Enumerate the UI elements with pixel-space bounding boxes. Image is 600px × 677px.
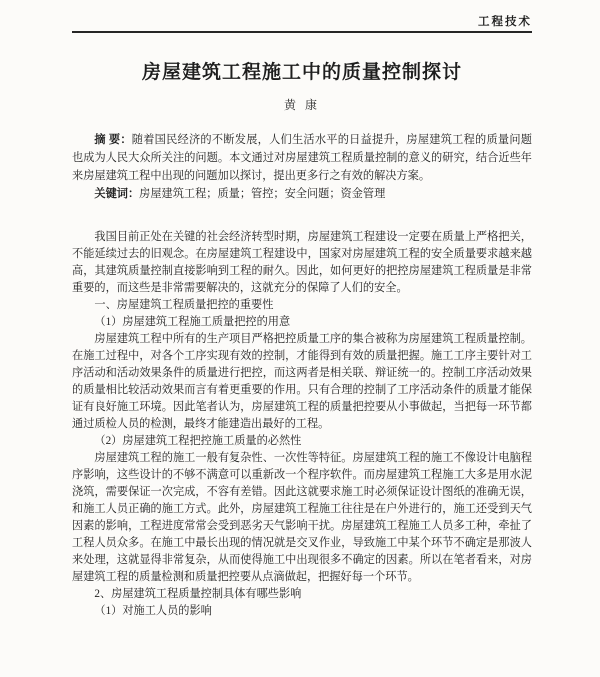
section-heading: 2、房屋建筑工程质量控制具体有哪些影响 (94, 588, 302, 600)
article-author: 黄 康 (283, 98, 320, 112)
journal-label: 工程技术 (478, 16, 532, 28)
body-paragraph: 房屋建筑工程的施工一般有复杂性、一次性等特征。房屋建筑工程的施工不像设计电脑程序影响，这些设计的不够不满意可以重新改一个程序软件。而房屋建筑工程施工大多是用水泥浇筑，需要保证一次完成，不容有差错。因此这就要求施工时必须保证设计图纸的准确无误，和施工人员正确的施工方式。此外，房屋建筑工程施工往往是在户外进行的，施工还受到天气因素的影响，工程进度常常会受到恶劣天气影响干扰。房屋建筑工程施工人员多工种，牵扯了工程人员众多。在施工中最长出现的情况就是交叉作业，导致施工中某个环节不确定是那波人来处理，这就显得非常复杂，从而使得施工中出现很多不确定的因素。所以在笔者看来，对房屋建筑工程的质量检测和质量把控要从点滴做起，把握好每一个环节。 (72, 452, 532, 583)
front-matter (72, 131, 532, 203)
subsection-heading: （1）房屋建筑工程施工质量把控的用意 (94, 316, 291, 328)
abstract-label: 摘 要： (94, 134, 132, 146)
section-heading: 一、房屋建筑工程质量把控的重要性 (94, 299, 274, 311)
keywords-label: 关键词： (94, 188, 140, 200)
body-paragraph: 房屋建筑工程中所有的生产项目严格把控质量工序的集合被称为房屋建筑工程质量控制。在施工过程中，对各个工序实现有效的控制，才能得到有效的质量把握。施工工序主要针对工序活动和活动效果条件的质量进行把控，而这两者是相关联、辩证统一的。控制工序活动效果的质量相比较活动效果而言有着更重要的作用。只有合理的控制了工序活动条件的质量才能保证有良好施工环境。因此笔者认为，房屋建筑工程的质量把控要从小事做起，当把每一环节都通过质检人员的检测，最终才能建造出最好的工程。 (72, 333, 532, 430)
abstract (72, 131, 532, 185)
abstract-text: 随着国民经济的不断发展，人们生活水平的日益提升，房屋建筑工程的质量问题也成为人民大众所关注的问题。本文通过对房屋建筑工程质量控制的意义的研究，结合近些年来房屋建筑工程中出现的问题加以探讨，提出更多行之有效的解决方案。 (72, 134, 532, 182)
article-title: 房屋建筑工程施工中的质量控制探讨 (141, 62, 462, 83)
body-paragraph: 我国目前正处在关键的社会经济转型时期，房屋建筑工程建设一定要在质量上严格把关，不能延续过去的旧观念。在房屋建筑工程建设中，国家对房屋建筑工程的安全质量要求越来越高，其建筑质量控制直接影响到工程的耐久。因此，如何更好的把控房屋建筑工程质量是非常重要的，而这些是非常需要解决的，这就充分的保障了人们的安全。 (72, 231, 532, 294)
article-body (72, 229, 532, 620)
page-header (72, 12, 532, 27)
keywords (72, 185, 532, 203)
subsection-heading: （2）房屋建筑工程把控施工质量的必然性 (94, 435, 302, 447)
header-rule (72, 31, 532, 33)
keywords-text: 房屋建筑工程；质量；管控；安全问题；资金管理 (139, 188, 386, 200)
subsection-heading: （1）对施工人员的影响 (94, 605, 212, 617)
